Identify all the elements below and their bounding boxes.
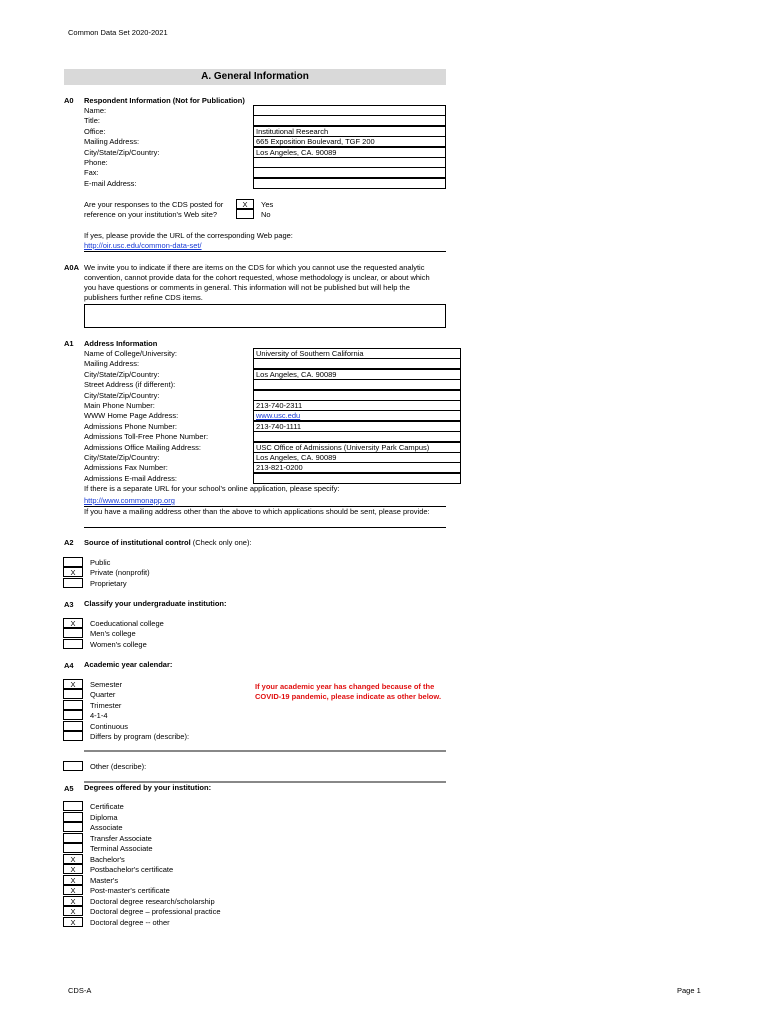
a3-option-checkbox[interactable]: X (63, 618, 83, 628)
a1-value-text: Los Angeles, CA. 90089 (256, 369, 337, 379)
a4-option-checkbox[interactable] (63, 731, 83, 741)
a3-option-checkbox[interactable] (63, 628, 83, 638)
a1-label: WWW Home Page Address: (84, 411, 179, 421)
a5-option-checkbox[interactable] (63, 822, 83, 832)
a0-value-field[interactable]: Los Angeles, CA. 90089 (253, 147, 446, 158)
a0a-text-3: you have questions or comments in general. This information will not be published but will help the (84, 283, 410, 292)
a4-number: A4 (64, 661, 74, 670)
a3-heading: Classify your undergraduate institution: (84, 599, 227, 608)
a0-value-field[interactable] (253, 157, 446, 168)
a0-label: E-mail Address: (84, 178, 137, 188)
a1-label: Name of College/University: (84, 349, 177, 358)
a5-option-label: Post-master's certificate (90, 886, 170, 895)
footer-page-number: Page 1 (677, 986, 701, 995)
a1-value-text: 213-740-1111 (256, 421, 302, 431)
a0-label: Title: (84, 116, 100, 126)
a0a-number: A0A (64, 263, 80, 272)
a5-option-checkbox[interactable]: X (63, 864, 83, 874)
a0-url-prompt: If yes, please provide the URL of the corresponding Web page: (84, 231, 293, 240)
a0-no-label: No (261, 210, 271, 219)
a0-number: A0 (64, 96, 74, 105)
a3-option-label: Women's college (90, 639, 147, 649)
a3-option-checkbox[interactable] (63, 639, 83, 649)
a0-label: Fax: (84, 168, 99, 178)
a5-option-checkbox[interactable]: X (63, 896, 83, 906)
a5-option-label: Doctoral degree – professional practice (90, 907, 221, 916)
a5-option-label: Terminal Associate (90, 844, 153, 853)
a1-alt-address-line (84, 527, 446, 528)
a1-label: City/State/Zip/Country: (84, 369, 160, 379)
a5-option-label: Associate (90, 823, 123, 832)
a0a-comment-box[interactable] (84, 304, 446, 328)
a1-value-text: 213-821-0200 (256, 463, 303, 473)
a5-number: A5 (64, 784, 74, 793)
a0-value-field[interactable]: Institutional Research (253, 126, 446, 137)
a1-heading: Address Information (84, 339, 158, 348)
a1-value-link[interactable]: www.usc.edu (256, 411, 301, 421)
a5-option-label: Doctoral degree research/scholarship (90, 896, 215, 906)
a0a-text-1: We invite you to indicate if there are items on the CDS for which you cannot use the requested analytic (84, 263, 425, 272)
a5-option-checkbox[interactable] (63, 801, 83, 811)
a0-label: Name: (84, 106, 107, 115)
doc-title: Common Data Set 2020-2021 (68, 28, 168, 37)
a5-option-label: Bachelor's (90, 854, 125, 864)
a1-label: Admissions Phone Number: (84, 421, 177, 431)
a3-option-label: Coeducational college (90, 619, 164, 628)
footer-left: CDS-A (68, 986, 92, 995)
a4-heading: Academic year calendar: (84, 660, 173, 669)
a0-value-field[interactable] (253, 115, 446, 126)
a0-label: Phone: (84, 158, 108, 167)
a4-option-label: Quarter (90, 690, 116, 700)
a1-online-app-prompt: If there is a separate URL for your school's online application, please specify: (84, 484, 340, 493)
a2-heading: Source of institutional control (84, 538, 191, 547)
a4-option-label: Continuous (90, 721, 128, 731)
a5-option-checkbox[interactable] (63, 833, 83, 843)
a2-note: (Check only one): (190, 538, 252, 547)
a1-value-field[interactable] (253, 410, 461, 421)
a1-value-field[interactable] (253, 400, 461, 411)
a5-option-checkbox[interactable]: X (63, 854, 83, 864)
a5-option-checkbox[interactable] (63, 843, 83, 853)
a0-heading: Respondent Information (Not for Publication) (84, 96, 245, 105)
a1-label: Admissions E-mail Address: (84, 473, 177, 483)
a4-other-label: Other (describe): (90, 762, 147, 771)
a1-label: Admissions Toll-Free Phone Number: (84, 432, 209, 442)
a0-question-line2: reference on your institution's Web site? (84, 210, 218, 219)
a4-other-checkbox[interactable] (63, 761, 83, 771)
a1-label: Mailing Address: (84, 359, 140, 369)
a1-label: Admissions Office Mailing Address: (84, 442, 201, 452)
a1-label: Street Address (if different): (84, 380, 176, 390)
a0-url-underline (84, 251, 446, 252)
a1-label: City/State/Zip/Country: (84, 453, 160, 462)
a1-label: Main Phone Number: (84, 401, 155, 410)
a1-value-field[interactable] (253, 358, 461, 369)
a1-value-field[interactable] (253, 369, 461, 380)
a4-option-label: Semester (90, 680, 123, 689)
a5-option-label: Diploma (90, 812, 118, 822)
a3-number: A3 (64, 600, 74, 609)
a4-differs-line (84, 750, 446, 752)
a2-option-label: Proprietary (90, 578, 127, 588)
a0-url-link[interactable]: http://oir.usc.edu/common-data-set/ (84, 241, 202, 250)
a1-value-field[interactable] (253, 473, 461, 484)
a4-option-checkbox[interactable] (63, 689, 83, 699)
a0-yes-label: Yes (261, 200, 274, 209)
a1-label: Admissions Fax Number: (84, 463, 168, 473)
a0a-text-2: convention, cannot provide data for the cohort requested, whose methodology is unclear, or about which (84, 273, 430, 282)
a2-heading-wrap (84, 538, 252, 547)
a3-option-label: Men's college (90, 629, 136, 639)
a1-value-field[interactable] (253, 379, 461, 390)
section-title: A. General Information (64, 69, 446, 85)
a0-label: City/State/Zip/Country: (84, 147, 160, 157)
a4-covid-note-line1: If your academic year has changed because of the (255, 682, 435, 691)
a5-option-label: Doctoral degree -- other (90, 917, 170, 927)
a2-option-checkbox[interactable] (63, 557, 83, 567)
a1-alt-address-prompt: If you have a mailing address other than the above to which applications should be sent, please provide: (84, 507, 430, 516)
a0-question-line1: Are your responses to the CDS posted for (84, 200, 224, 209)
a2-number: A2 (64, 538, 74, 547)
a5-option-label: Postbachelor's certificate (90, 865, 174, 874)
a4-option-checkbox[interactable]: X (63, 679, 83, 689)
a5-option-checkbox[interactable] (63, 812, 83, 822)
a1-value-field[interactable] (253, 442, 461, 453)
a4-covid-note-line2: COVID-19 pandemic, please indicate as other below. (255, 692, 442, 701)
a0a-text-4: publishers further refine CDS items. (84, 293, 203, 302)
a5-option-label: Master's (90, 875, 119, 885)
a5-option-checkbox[interactable]: X (63, 885, 83, 895)
a2-option-checkbox[interactable]: X (63, 567, 83, 577)
a0-value-field[interactable] (253, 105, 446, 116)
a1-value-field[interactable] (253, 452, 461, 463)
a1-label: City/State/Zip/Country: (84, 390, 160, 400)
a1-value-text: 213-740-2311 (256, 401, 303, 410)
a4-option-checkbox[interactable] (63, 700, 83, 710)
a0-value-field[interactable] (253, 178, 446, 189)
a1-value-text: Los Angeles, CA. 90089 (256, 453, 337, 462)
a5-option-checkbox[interactable]: X (63, 917, 83, 927)
a1-online-app-link[interactable]: http://www.commonapp.org (84, 496, 175, 505)
a1-value-field[interactable] (253, 348, 461, 359)
a2-option-checkbox[interactable] (63, 578, 83, 588)
a1-number: A1 (64, 339, 74, 348)
a5-option-checkbox[interactable]: X (63, 906, 83, 916)
a5-option-label: Certificate (90, 802, 124, 811)
a5-option-label: Transfer Associate (90, 833, 152, 843)
a1-value-field[interactable] (253, 462, 461, 473)
a0-label: Office: (84, 126, 106, 136)
a2-option-label: Private (nonprofit) (90, 568, 150, 578)
a4-option-label: Trimester (90, 700, 122, 710)
a4-option-checkbox[interactable] (63, 710, 83, 720)
a2-option-label: Public (90, 558, 111, 567)
a1-value-field[interactable] (253, 390, 461, 401)
a4-option-checkbox[interactable] (63, 721, 83, 731)
a1-value-field[interactable] (253, 421, 461, 432)
a4-option-label: Differs by program (describe): (90, 732, 190, 741)
a0-value-field[interactable]: 665 Exposition Boulevard, TGF 200 (253, 136, 446, 147)
a5-option-checkbox[interactable]: X (63, 875, 83, 885)
a0-value-field[interactable] (253, 167, 446, 178)
a1-value-text: USC Office of Admissions (University Park Campus) (256, 442, 430, 452)
a0-label: Mailing Address: (84, 137, 140, 147)
a0-no-checkbox[interactable] (236, 209, 254, 219)
a0-yes-checkbox[interactable]: X (236, 199, 254, 209)
a5-heading: Degrees offered by your institution: (84, 783, 212, 792)
a1-value-text: University of Southern California (256, 349, 364, 358)
a4-option-label: 4-1-4 (90, 711, 108, 721)
a1-value-field[interactable] (253, 431, 461, 442)
